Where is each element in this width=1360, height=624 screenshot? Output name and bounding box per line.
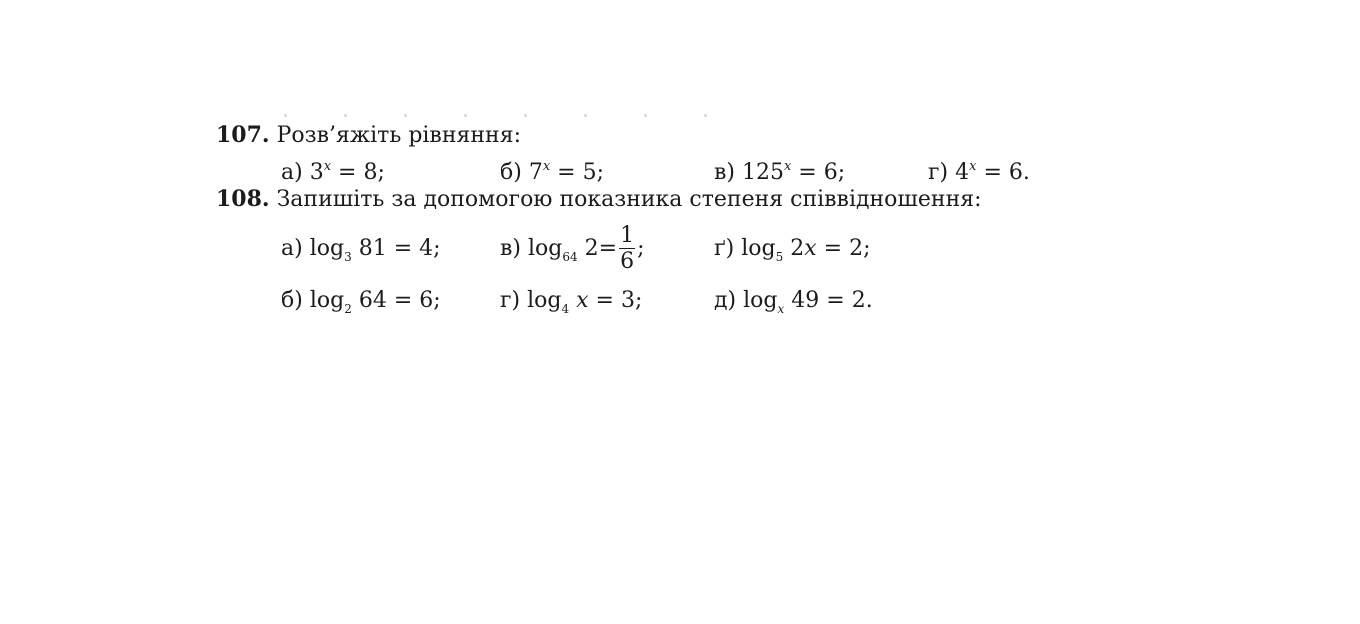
exercise-107-title: Розв’яжіть рівняння: [276,123,521,148]
ex108-item-d [714,288,873,322]
rhs: = 3; [588,288,643,313]
item-label: д) [714,288,737,313]
base: 7 [528,160,543,185]
ex108-item-b [281,288,441,322]
base: 3 [309,160,324,185]
exponent: x [969,159,977,174]
item-label: б) [281,288,303,313]
rhs: = 8; [331,160,385,185]
log-base: 2 [344,302,352,316]
rhs: ; [637,236,645,261]
exponent: x [783,159,792,174]
rhs: = 5; [550,160,605,185]
ex108-item-gg [714,236,871,270]
log-argument: 64 [358,288,387,313]
log-base: x [777,302,785,316]
log-base: 3 [344,250,352,264]
fraction [619,224,635,275]
log-symbol: log [309,288,345,313]
exercise-108-title: Запишіть за допомогою показника степеня співвідношення: [276,187,982,212]
item-label: в) [714,160,735,185]
log-argument-variable: x [804,236,817,261]
rhs: = 4; [386,236,441,261]
ex107-item-g [928,154,1030,186]
fraction-numerator: 1 [620,222,635,248]
item-label: ґ) [714,236,735,261]
log-argument-variable: x [576,288,589,313]
log-argument: 2 [584,236,599,261]
exercise-107-number: 107. [216,122,270,148]
rhs: = 6; [386,288,441,313]
log-argument: 49 [791,288,820,313]
item-label: б) [500,160,522,185]
base: 4 [955,160,970,185]
base: 125 [741,160,784,185]
rhs: = 2; [816,236,871,261]
log-symbol: log [527,288,562,313]
log-base: 5 [775,250,784,264]
item-label: г) [500,288,521,313]
ex107-item-a [281,154,385,186]
exercise-108-heading [216,186,982,213]
log-symbol: log [527,236,563,261]
ex108-item-a [281,236,441,270]
item-label: а) [281,160,303,185]
exponent: x [542,159,551,174]
item-label: г) [928,160,949,185]
equals-sign: = [598,236,618,261]
ex107-item-v [714,154,845,186]
cropped-previous-line [284,114,734,117]
log-symbol: log [743,288,778,313]
log-symbol: log [741,236,776,261]
rhs: = 6. [976,160,1030,185]
exponent: x [323,159,332,174]
log-symbol: log [309,236,345,261]
log-argument: 81 [358,236,387,261]
log-base: 64 [562,250,578,264]
log-base: 4 [561,302,570,316]
ex107-item-b [500,154,604,186]
log-argument: 2 [790,236,805,261]
item-label: в) [500,236,521,261]
fraction-denominator: 6 [620,248,635,274]
ex108-item-g [500,288,642,322]
rhs: = 2. [819,288,873,313]
rhs: = 6; [791,160,846,185]
exercise-107-heading [216,122,521,149]
item-label: а) [281,236,303,261]
ex108-item-v [500,218,644,288]
exercise-108-number: 108. [216,186,270,212]
